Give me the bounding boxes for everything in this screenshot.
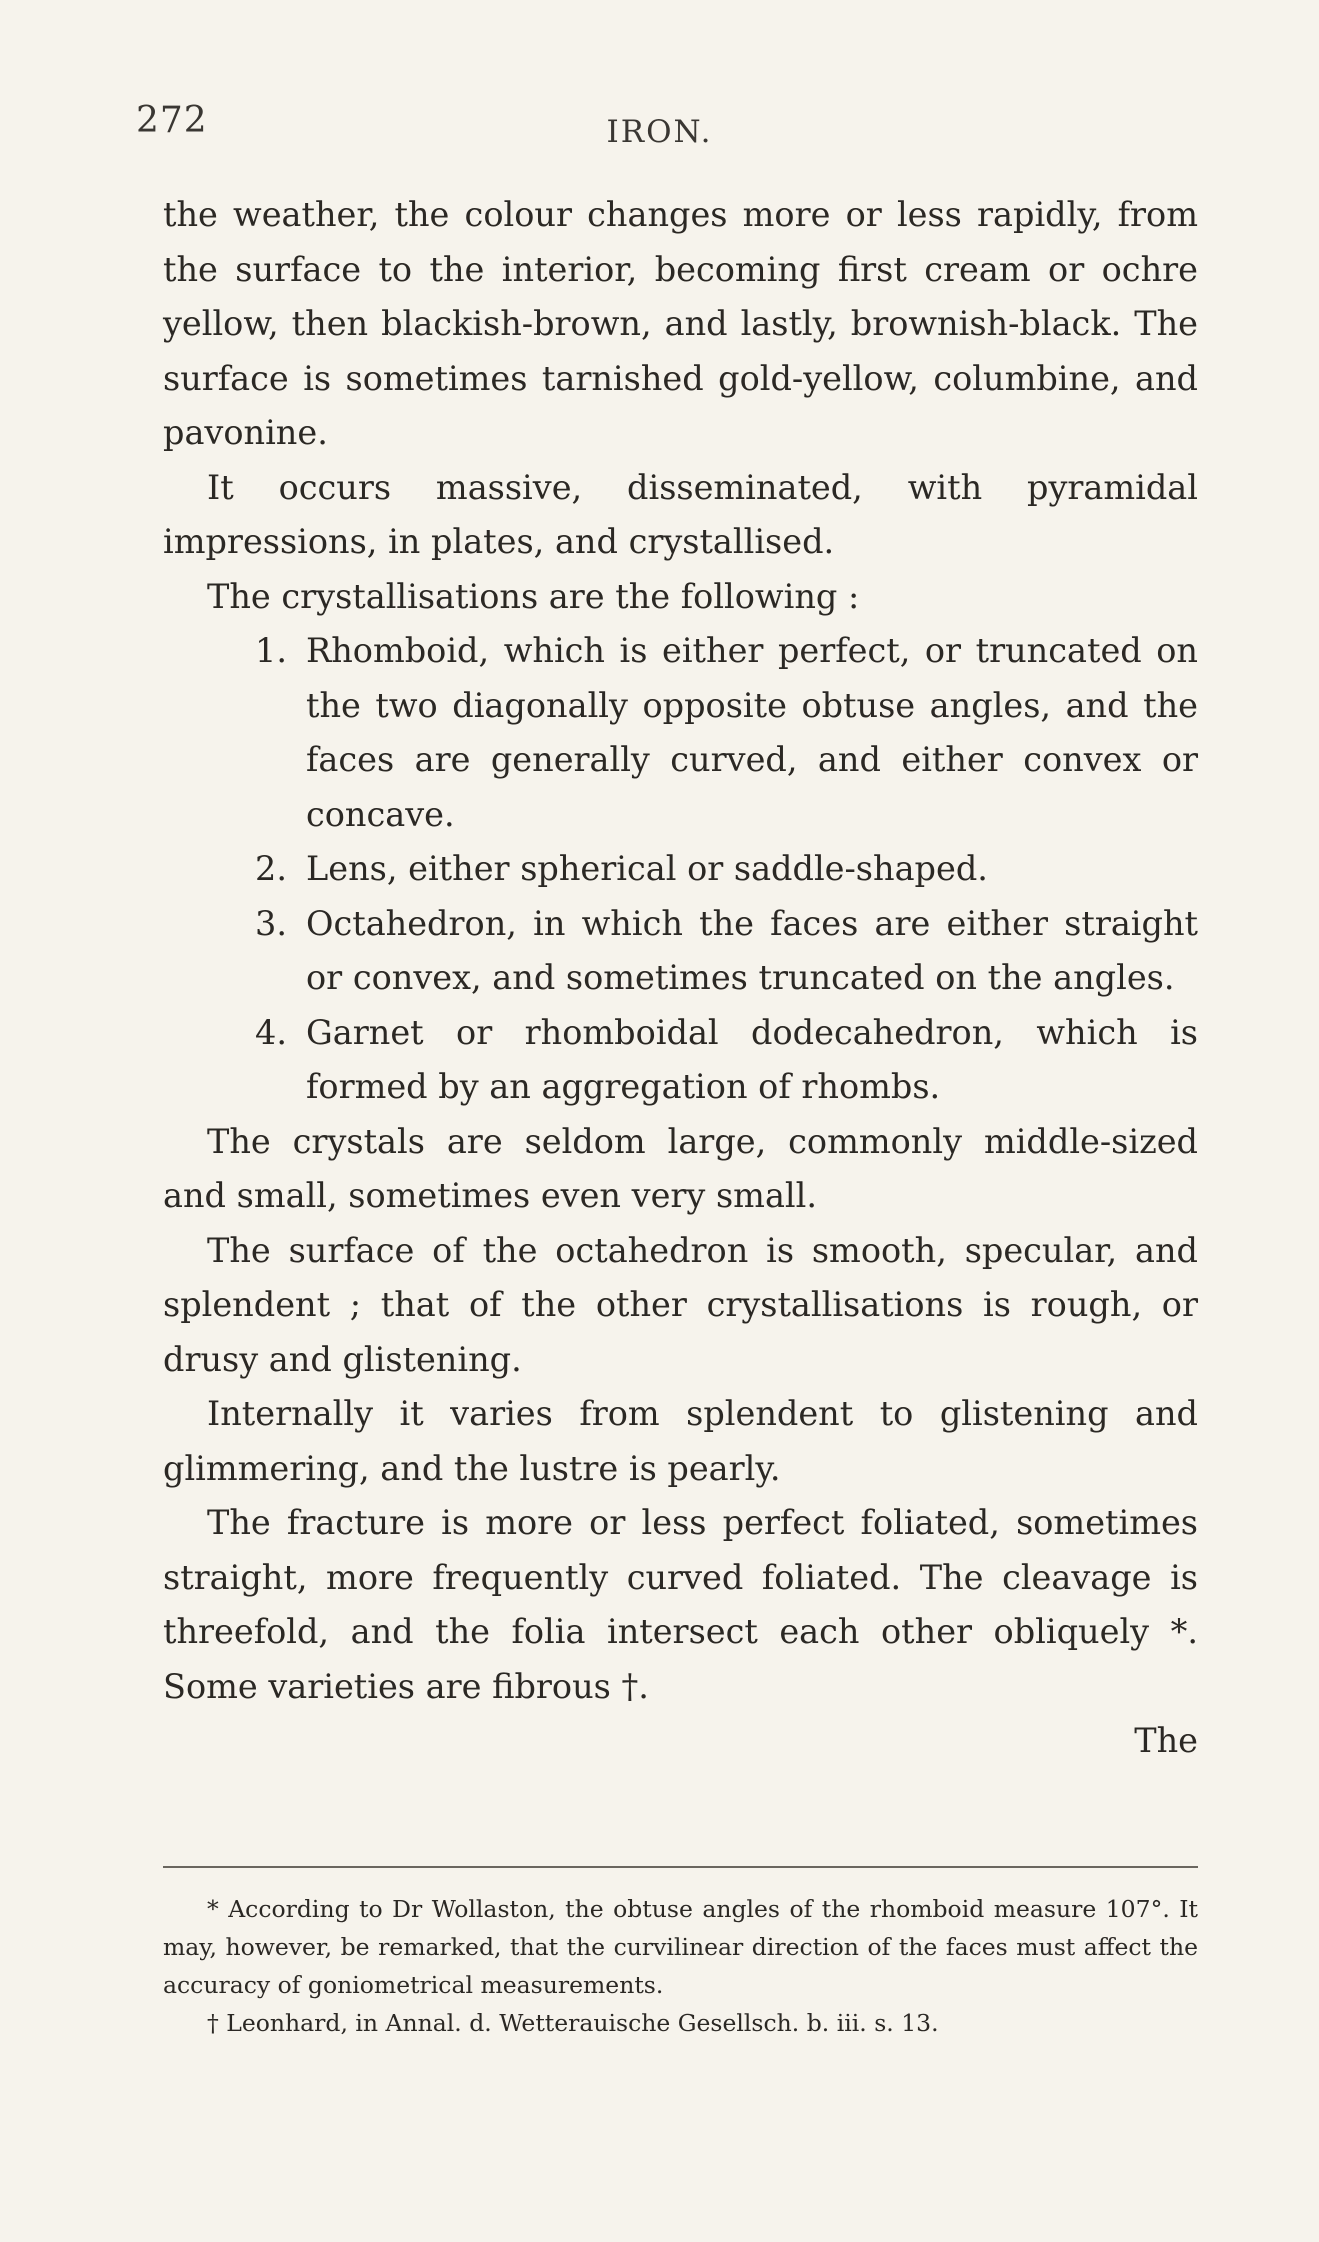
paragraph: the weather, the colour changes more or less rapidly, from the surface to the interior, becoming first cream or ochre yellow, then blackish-brown, and lastly, brownish-black. The surface is sometimes tarnished gold-yellow, columbine, and pavonine. [163, 195, 1198, 452]
footnotes [163, 1890, 1198, 2042]
running-head: IRON. [606, 114, 713, 150]
list-item-number: 3. [255, 903, 287, 943]
list-item-text: Octahedron, in which the faces are either straight or convex, and sometimes truncated on the angles. [306, 903, 1198, 997]
paragraph: The crystallisations are the following : [207, 576, 860, 616]
footnote: † Leonhard, in Annal. d. Wetterauische Gesellsch. b. iii. s. 13. [207, 2009, 939, 2037]
list-item [255, 1006, 1198, 1115]
crystallisation-list [163, 624, 1198, 1115]
list-item-text: Rhomboid, which is either perfect, or truncated on the two diagonally opposite obtuse angles, and the faces are generally curved, and either convex or concave. [306, 631, 1198, 834]
list-item [255, 897, 1198, 1006]
list-item-text: Lens, either spherical or saddle-shaped. [306, 849, 988, 888]
list-item [255, 842, 1198, 897]
list-item-number: 4. [255, 1012, 287, 1052]
paragraph: The crystals are seldom large, commonly middle-sized and small, sometimes even very small. [163, 1121, 1198, 1215]
footnote-divider [163, 1866, 1198, 1868]
list-item-number: 1. [255, 631, 287, 670]
paragraph: The fracture is more or less perfect foliated, sometimes straight, more frequently curved foliated. The cleavage is threefold, and the folia intersect each other obliquely *. Some varieties are fibrous †. [163, 1503, 1198, 1706]
list-item [255, 624, 1198, 842]
page-number: 272 [136, 100, 208, 141]
list-item-text: Garnet or rhomboidal dodecahedron, which is formed by an aggregation of rhombs. [306, 1012, 1198, 1106]
list-item-number: 2. [255, 849, 287, 888]
paragraph: It occurs massive, disseminated, with pyramidal impressions, in plates, and crystallised. [163, 467, 1198, 561]
paragraph: The surface of the octahedron is smooth, specular, and splendent ; that of the other crystallisations is rough, or drusy and glistening. [163, 1230, 1198, 1379]
body-text [163, 188, 1198, 1769]
catchword: The [1134, 1721, 1198, 1760]
footnote: * According to Dr Wollaston, the obtuse angles of the rhomboid measure 107°. It may, however, be remarked, that the curvilinear direction of the faces must affect the accuracy of goniometrical measurements. [163, 1895, 1198, 1999]
paragraph: Internally it varies from splendent to glistening and glimmering, and the lustre is pearly. [163, 1394, 1198, 1488]
